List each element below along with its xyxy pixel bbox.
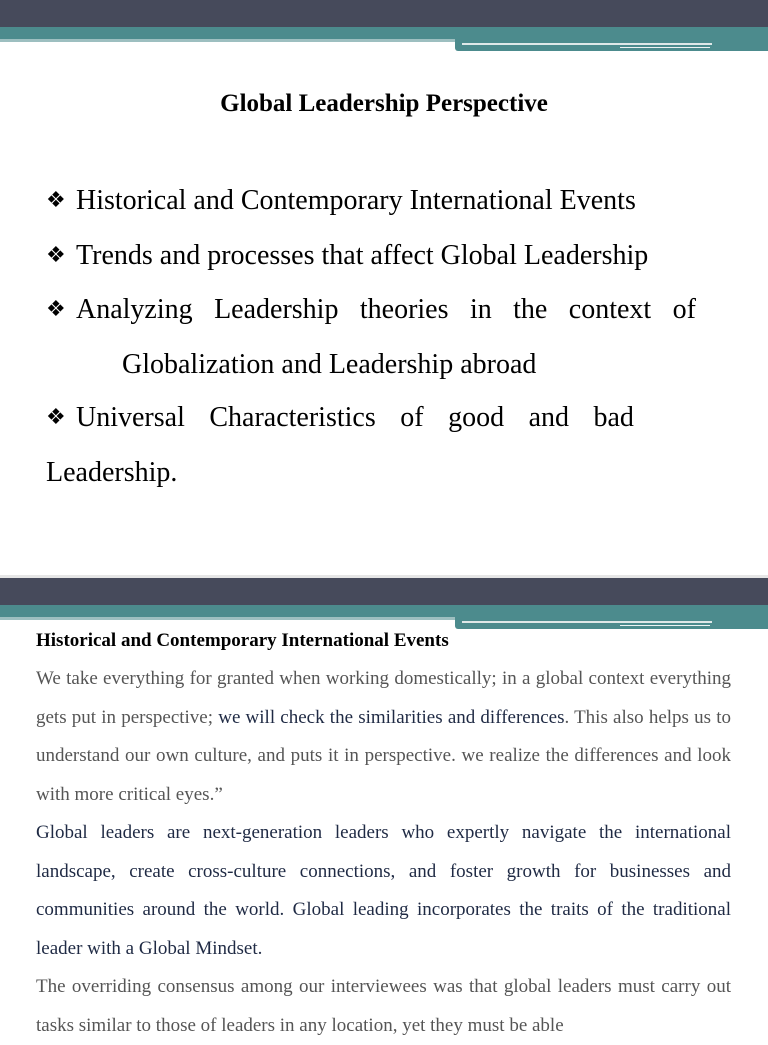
bullet-continuation bbox=[46, 446, 696, 500]
header-teal-strip bbox=[0, 617, 455, 620]
bullet-word: Characteristics bbox=[209, 402, 376, 433]
diamond-bullet-icon: ❖ bbox=[46, 296, 66, 321]
paragraph-text: . This also helps us to understand our own culture, and puts it in perspective. we realize the differences and look with more critical eyes.” bbox=[36, 706, 731, 805]
header-tab-line bbox=[462, 43, 712, 45]
slide-title: Global Leadership Perspective bbox=[220, 90, 548, 117]
bullet-word: Analyzing bbox=[76, 294, 193, 325]
slide-header-band bbox=[0, 578, 768, 630]
paragraph-1 bbox=[36, 660, 731, 814]
bullet-text-justified bbox=[76, 391, 634, 445]
slide-2 bbox=[0, 578, 768, 1036]
header-dark-bar bbox=[0, 0, 768, 27]
slide-header-band bbox=[0, 0, 768, 52]
header-tab-line-secondary bbox=[620, 47, 710, 48]
bullet-text: Leadership. bbox=[46, 456, 178, 488]
bullet-item bbox=[46, 283, 696, 338]
paragraph-text: . Global leading incorporates the traits of the traditional leader with a Global Mindset. bbox=[36, 899, 731, 959]
header-teal-bar bbox=[0, 605, 768, 617]
bullet-word: Universal bbox=[76, 402, 185, 433]
paragraph-text: Global leaders are bbox=[36, 822, 203, 843]
header-tab bbox=[455, 617, 768, 629]
paragraph-highlight: we will check the similarities and differences bbox=[213, 706, 565, 728]
bullet-word: of bbox=[672, 294, 696, 325]
bullet-word: context bbox=[568, 294, 652, 325]
header-teal-bar bbox=[0, 27, 768, 39]
diamond-bullet-icon: ❖ bbox=[46, 187, 66, 212]
paragraph-2 bbox=[36, 814, 731, 968]
bullet-word: and bbox=[528, 402, 569, 433]
section-heading: Historical and Contemporary International Events bbox=[36, 630, 449, 651]
header-tab-line-secondary bbox=[620, 625, 710, 626]
bullet-item bbox=[46, 391, 634, 446]
paragraph-3: The overriding consensus among our interviewees was that global leaders must carry out tasks similar to those of leaders in any location, yet they must be able bbox=[36, 976, 731, 1036]
bullet-continuation bbox=[46, 338, 696, 392]
bullet-word: good bbox=[448, 402, 505, 433]
bullet-item bbox=[46, 229, 696, 284]
header-tab-line bbox=[462, 621, 712, 623]
bullet-text-justified bbox=[76, 283, 696, 337]
bullet-list bbox=[46, 174, 696, 499]
bullet-text: Trends and processes that affect Global Leadership bbox=[76, 239, 649, 271]
header-teal-strip bbox=[0, 39, 455, 42]
header-dark-bar bbox=[0, 578, 768, 605]
bullet-word: in bbox=[469, 294, 492, 325]
bullet-word: the bbox=[513, 294, 548, 325]
bullet-item bbox=[46, 174, 696, 229]
paragraph-highlight: next-generation leaders who expertly navigate the international landscape, create cross-culture connections, and foster growth for businesses and communities around the world bbox=[36, 822, 731, 920]
bullet-word: Leadership bbox=[214, 294, 339, 325]
diamond-bullet-icon: ❖ bbox=[46, 241, 66, 267]
bullet-word: bad bbox=[593, 402, 634, 433]
header-tab bbox=[455, 39, 768, 51]
bullet-word: of bbox=[400, 402, 424, 433]
bullet-text: Globalization and Leadership abroad bbox=[122, 348, 537, 380]
bullet-word: theories bbox=[359, 294, 449, 325]
diamond-bullet-icon: ❖ bbox=[46, 404, 66, 429]
paragraph-text: We take everything for granted when working domestically; in a global context everything gets put in perspective; bbox=[36, 668, 731, 728]
bullet-text: Historical and Contemporary International Events bbox=[76, 185, 636, 216]
